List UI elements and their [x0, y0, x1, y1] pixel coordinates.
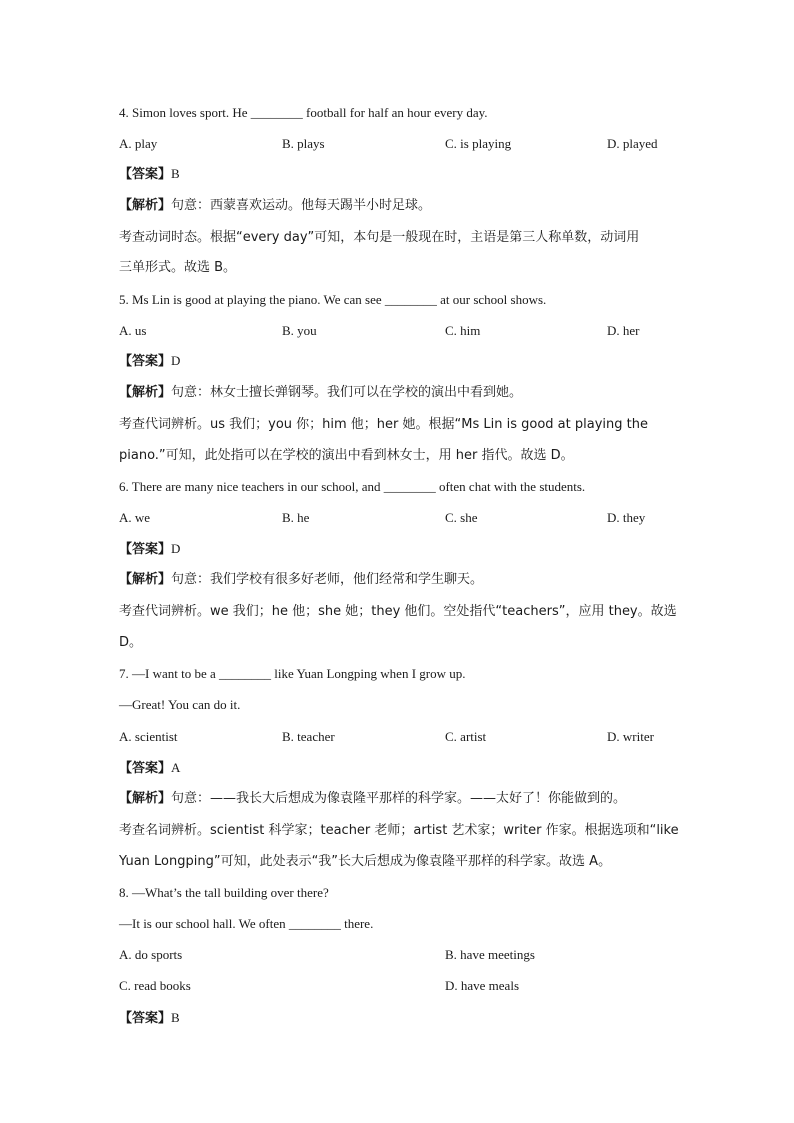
- q7-analysis-line-3: Yuan Longping”可知，此处表示“我”长大后想成为像袁隆平那样的科学家。故选 A。: [119, 854, 612, 869]
- analysis-label: 【解析】: [119, 572, 172, 587]
- q8-option-c: C. read books: [119, 978, 191, 993]
- answer-value: D: [171, 541, 181, 556]
- analysis-label: 【解析】: [119, 791, 172, 806]
- answer-label: 【答案】: [119, 761, 172, 776]
- q8-option-b: B. have meetings: [445, 947, 535, 962]
- q4-answer: [119, 165, 180, 184]
- q6-option-d: D. they: [607, 510, 646, 525]
- q6-answer: [119, 540, 180, 559]
- q5-option-a: A. us: [119, 323, 147, 338]
- q7-option-a: A. scientist: [119, 729, 178, 744]
- q6-analysis-line-2: 考查代词辨析。we 我们；he 他；she 她；they 他们。空处指代“teachers”，应用 they。故选: [119, 604, 677, 619]
- q7-option-b: B. teacher: [282, 729, 335, 744]
- q5-analysis-line-3: piano.”可知，此处指可以在学校的演出中看到林女士，用 her 指代。故选 D。: [119, 448, 574, 463]
- q5-option-c: C. him: [445, 323, 481, 338]
- q5-answer: [119, 352, 180, 371]
- q8-option-d: D. have meals: [445, 978, 520, 993]
- q4-option-c: C. is playing: [445, 136, 512, 151]
- q5-option-d: D. her: [607, 323, 640, 338]
- analysis-label: 【解析】: [119, 385, 172, 400]
- q7-answer: [119, 759, 180, 778]
- q6-analysis-line-1: [119, 571, 483, 589]
- q4-option-b: B. plays: [282, 136, 325, 151]
- q8-option-a: A. do sports: [119, 947, 183, 962]
- question-8-reply: —It is our school hall. We often ________ there.: [119, 916, 374, 931]
- q6-option-a: A. we: [119, 510, 151, 525]
- answer-label: 【答案】: [119, 1011, 172, 1026]
- question-6-stem: 6. There are many nice teachers in our school, and ________ often chat with the students.: [119, 479, 586, 494]
- analysis-text: 句意：我们学校有很多好老师，他们经常和学生聊天。: [171, 572, 484, 587]
- answer-value: B: [171, 166, 180, 181]
- q7-option-d: D. writer: [607, 729, 654, 744]
- q7-analysis-line-1: [119, 790, 626, 808]
- q7-analysis-line-2: 考查名词辨析。scientist 科学家；teacher 老师；artist 艺术家；writer 作家。根据选项和“like: [119, 823, 679, 838]
- answer-value: B: [171, 1010, 180, 1025]
- q4-option-d: D. played: [607, 136, 658, 151]
- answer-value: D: [171, 353, 181, 368]
- q6-analysis-line-3: D。: [119, 635, 143, 650]
- q8-answer: [119, 1009, 180, 1028]
- q4-analysis-line-2: 考查动词时态。根据“every day”可知，本句是一般现在时，主语是第三人称单数，动词用: [119, 230, 640, 245]
- q5-analysis-line-1: [119, 384, 522, 402]
- q4-analysis-line-3: 三单形式。故选 B。: [119, 260, 237, 275]
- answer-label: 【答案】: [119, 542, 172, 557]
- question-4-stem: 4. Simon loves sport. He ________ football for half an hour every day.: [119, 105, 488, 120]
- answer-value: A: [171, 760, 181, 775]
- q6-option-b: B. he: [282, 510, 310, 525]
- question-5-stem: 5. Ms Lin is good at playing the piano. We can see ________ at our school shows.: [119, 292, 547, 307]
- analysis-text: 句意：林女士擅长弹钢琴。我们可以在学校的演出中看到她。: [171, 385, 523, 400]
- q5-analysis-line-2: 考查代词辨析。us 我们；you 你；him 他；her 她。根据“Ms Lin is good at playing the: [119, 417, 648, 432]
- q4-analysis-line-1: [119, 197, 431, 215]
- q5-option-b: B. you: [282, 323, 317, 338]
- question-7-reply: —Great! You can do it.: [119, 697, 241, 712]
- answer-label: 【答案】: [119, 167, 172, 182]
- analysis-text: 句意：西蒙喜欢运动。他每天踢半小时足球。: [171, 198, 432, 213]
- q7-option-c: C. artist: [445, 729, 487, 744]
- answer-label: 【答案】: [119, 354, 172, 369]
- question-8-stem: 8. —What’s the tall building over there?: [119, 885, 329, 900]
- analysis-text: 句意：——我长大后想成为像袁隆平那样的科学家。——太好了！你能做到的。: [171, 791, 627, 806]
- q6-option-c: C. she: [445, 510, 478, 525]
- q4-option-a: A. play: [119, 136, 158, 151]
- question-7-stem: 7. —I want to be a ________ like Yuan Longping when I grow up.: [119, 666, 466, 681]
- analysis-label: 【解析】: [119, 198, 172, 213]
